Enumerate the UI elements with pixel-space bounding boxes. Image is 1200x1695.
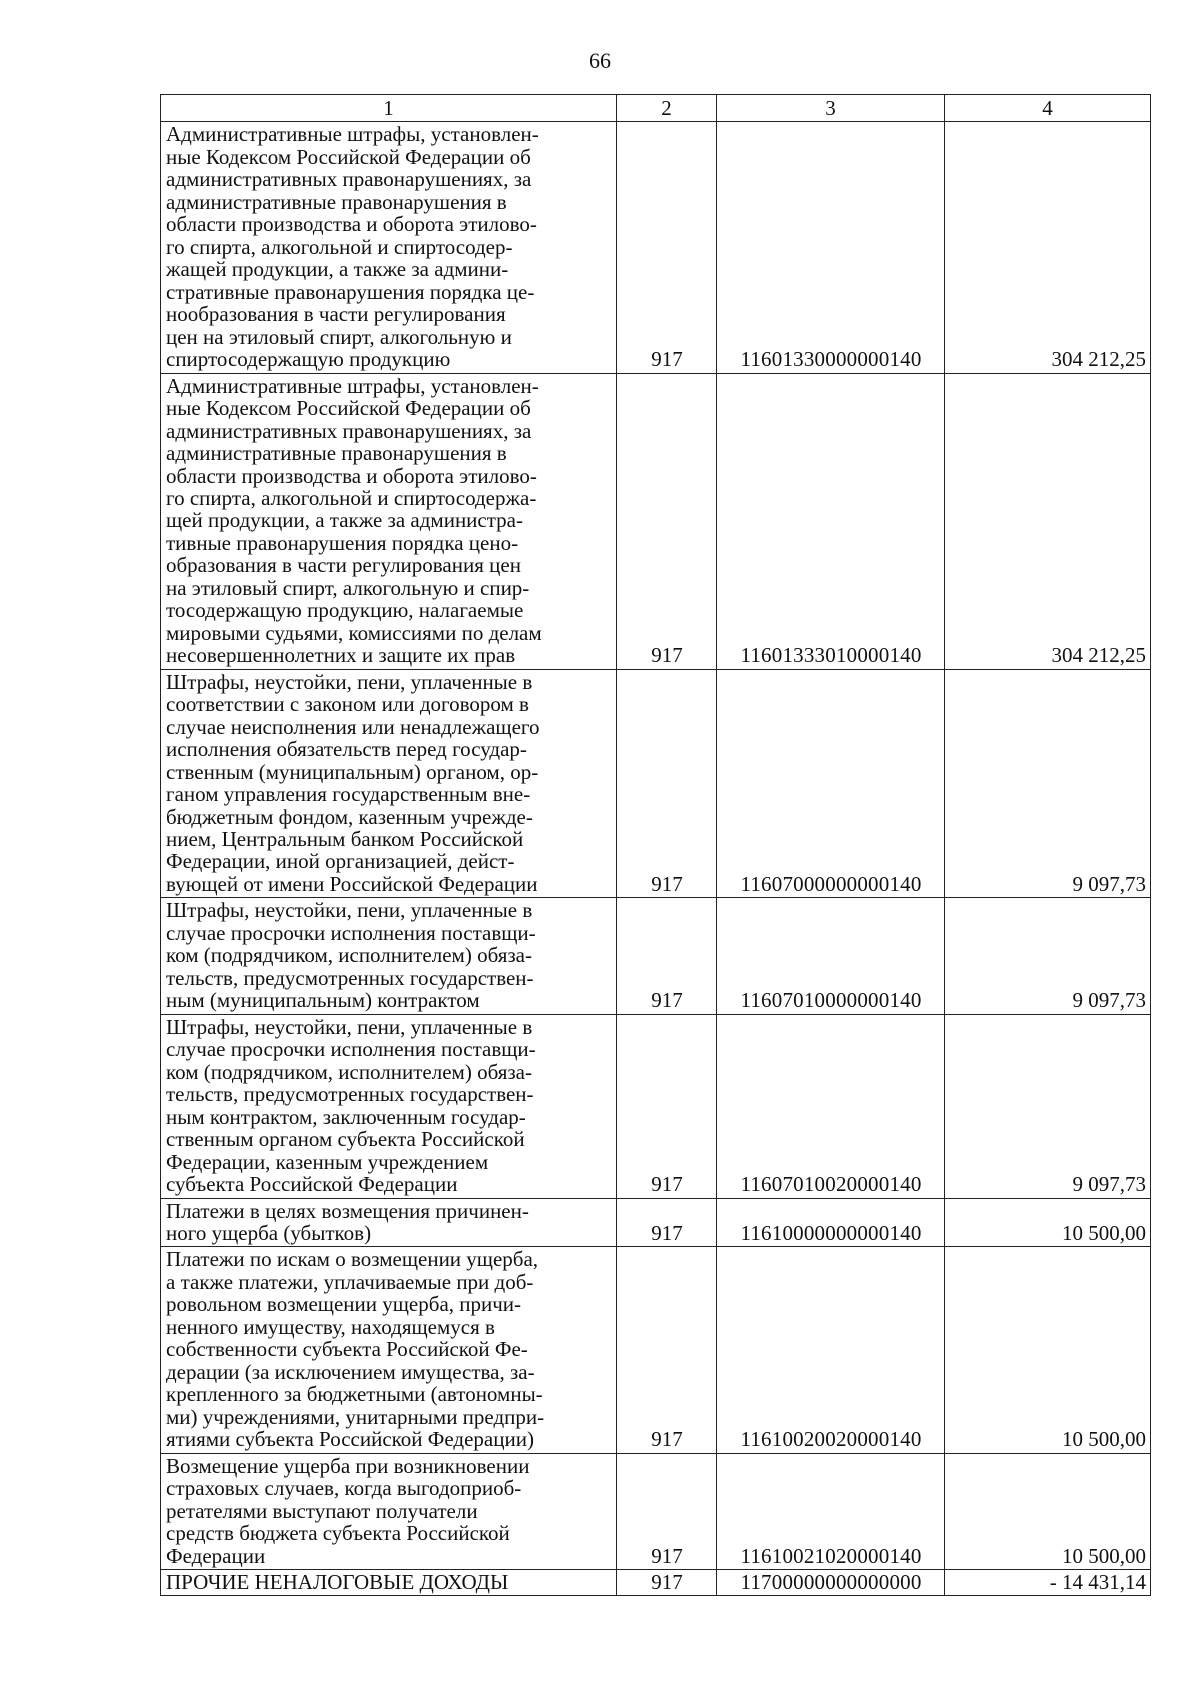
revenue-classification-code: 11610020020000140 xyxy=(717,1247,945,1453)
table-row xyxy=(161,1570,1151,1596)
revenue-item-name-line: ным (муниципальным) контрактом xyxy=(166,988,480,1013)
revenue-item-name-line: цен на этиловый спирт, алкогольную и xyxy=(166,324,512,349)
revenue-item-name-line: ровольном возмещении ущерба, причи- xyxy=(166,1292,522,1317)
revenue-item-name-line: ные Кодексом Российской Федерации об xyxy=(166,144,531,169)
revenue-item-name-line: административных правонарушениях, за xyxy=(166,418,532,443)
revenue-item-name-line: Федерации, иной организацией, дейст- xyxy=(166,849,515,874)
revenue-item-name-line: Штрафы, неустойки, пени, уплаченные в xyxy=(166,898,533,923)
administrator-code: 917 xyxy=(617,373,717,669)
revenue-classification-code: 11607000000000140 xyxy=(717,669,945,898)
table-row xyxy=(161,1453,1151,1569)
table-row xyxy=(161,373,1151,669)
amount-value: 10 500,00 xyxy=(945,1453,1151,1569)
revenue-item-name-line: средств бюджета субъекта Российской xyxy=(166,1521,510,1546)
table-row xyxy=(161,669,1151,898)
revenue-item-name-line: случае неисполнения или ненадлежащего xyxy=(166,714,540,739)
revenue-item-name-line: спиртосодержащую продукцию xyxy=(166,347,451,372)
revenue-item-name-line: дерации (за исключением имущества, за- xyxy=(166,1359,535,1384)
column-header-3: 3 xyxy=(717,95,945,122)
revenue-item-name-line: ретателями выступают получатели xyxy=(166,1498,478,1523)
revenue-item-name-line: ганом управления государственным вне- xyxy=(166,782,531,807)
revenue-classification-code: 11610000000000140 xyxy=(717,1198,945,1247)
administrator-code: 917 xyxy=(617,1453,717,1569)
revenue-item-name-line: мировыми судьями, комиссиями по делам xyxy=(166,620,542,645)
revenue-item-name-line: области производства и оборота этилово- xyxy=(166,463,537,488)
revenue-item-name-line: нообразования в части регулирования xyxy=(166,302,506,327)
revenue-item-name-line: на этиловый спирт, алкогольную и спир- xyxy=(166,575,530,600)
revenue-item-name-line: ПРОЧИЕ НЕНАЛОГОВЫЕ ДОХОДЫ xyxy=(166,1570,509,1594)
revenue-item-name-line: области производства и оборота этилово- xyxy=(166,212,537,237)
revenue-item-name-line: ственным (муниципальным) органом, ор- xyxy=(166,759,539,784)
administrator-code: 917 xyxy=(617,1247,717,1453)
administrator-code: 917 xyxy=(617,1014,717,1198)
table-row xyxy=(161,898,1151,1014)
revenue-item-name-line: жащей продукции, а также за админи- xyxy=(166,257,509,282)
revenue-item-name-line: Возмещение ущерба при возникновении xyxy=(166,1453,530,1478)
revenue-item-name xyxy=(161,898,617,1014)
amount-value: 304 212,25 xyxy=(945,373,1151,669)
revenue-item-name xyxy=(161,1570,617,1596)
revenue-item-name-line: Федерации, казенным учреждением xyxy=(166,1149,489,1174)
revenue-item-name-line: ком (подрядчиком, исполнителем) обяза- xyxy=(166,943,532,968)
column-number-header-row xyxy=(161,95,1151,122)
administrator-code: 917 xyxy=(617,1570,717,1596)
revenue-item-name-line: административные правонарушения в xyxy=(166,441,507,466)
amount-value: 10 500,00 xyxy=(945,1247,1151,1453)
table-row xyxy=(161,122,1151,373)
column-header-2: 2 xyxy=(617,95,717,122)
table-row xyxy=(161,1014,1151,1198)
revenue-item-name-line: го спирта, алкогольной и спиртосодер- xyxy=(166,234,513,259)
revenue-item-name-line: стративные правонарушения порядка це- xyxy=(166,279,535,304)
revenue-item-name-line: щей продукции, а также за администра- xyxy=(166,508,523,533)
page-number: 66 xyxy=(589,48,611,73)
amount-value: 9 097,73 xyxy=(945,898,1151,1014)
revenue-item-name-line: страховых случаев, когда выгодоприоб- xyxy=(166,1476,522,1501)
revenue-item-name-line: Административные штрафы, установлен- xyxy=(166,122,539,147)
column-header-1: 1 xyxy=(161,95,617,122)
revenue-item-name-line: субъекта Российской Федерации xyxy=(166,1172,458,1197)
revenue-item-name-line: Административные штрафы, установлен- xyxy=(166,373,539,398)
revenue-item-name-line: вующей от имени Российской Федерации xyxy=(166,871,538,896)
revenue-item-name-line: административные правонарушения в xyxy=(166,189,507,214)
revenue-item-name-line: Штрафы, неустойки, пени, уплаченные в xyxy=(166,669,533,694)
amount-value: 9 097,73 xyxy=(945,669,1151,898)
revenue-item-name-line: исполнения обязательств перед государ- xyxy=(166,737,527,762)
revenue-item-name-line: тельств, предусмотренных государствен- xyxy=(166,1082,534,1107)
administrator-code: 917 xyxy=(617,898,717,1014)
table-row xyxy=(161,1247,1151,1453)
revenue-classification-code: 11610021020000140 xyxy=(717,1453,945,1569)
revenue-item-name-line: го спирта, алкогольной и спиртосодержа- xyxy=(166,485,537,510)
amount-value: 10 500,00 xyxy=(945,1198,1151,1247)
revenue-item-name-line: случае просрочки исполнения поставщи- xyxy=(166,920,536,945)
revenue-classification-code: 11607010000000140 xyxy=(717,898,945,1014)
revenue-item-name-line: административных правонарушениях, за xyxy=(166,167,532,192)
revenue-item-name xyxy=(161,122,617,373)
revenue-item-name-line: ным контрактом, заключенным государ- xyxy=(166,1104,526,1129)
revenue-item-name-line: бюджетным фондом, казенным учрежде- xyxy=(166,804,533,829)
revenue-item-name xyxy=(161,1247,617,1453)
revenue-item-name-line: ми) учреждениями, унитарными предпри- xyxy=(166,1404,545,1429)
amount-value: 9 097,73 xyxy=(945,1014,1151,1198)
administrator-code: 917 xyxy=(617,122,717,373)
table-row xyxy=(161,1198,1151,1247)
revenue-item-name xyxy=(161,669,617,898)
revenue-item-name-line: ного ущерба (убытков) xyxy=(166,1220,372,1245)
revenue-item-name xyxy=(161,1453,617,1569)
revenue-item-name-line: Штрафы, неустойки, пени, уплаченные в xyxy=(166,1014,533,1039)
revenue-item-name-line: крепленного за бюджетными (автономны- xyxy=(166,1382,543,1407)
revenue-item-name xyxy=(161,1198,617,1247)
revenue-item-name-line: нием, Центральным банком Российской xyxy=(166,827,524,851)
revenue-item-name-line: тосодержащую продукцию, налагаемые xyxy=(166,598,524,623)
revenue-item-name-line: тивные правонарушения порядка цено- xyxy=(166,530,519,555)
amount-value: - 14 431,14 xyxy=(945,1570,1151,1596)
administrator-code: 917 xyxy=(617,1198,717,1247)
revenue-item-name xyxy=(161,373,617,669)
revenue-classification-code: 11700000000000000 xyxy=(717,1570,945,1596)
revenue-item-name-line: тельств, предусмотренных государствен- xyxy=(166,965,534,990)
revenue-classification-code: 11607010020000140 xyxy=(717,1014,945,1198)
revenue-classification-code: 11601333010000140 xyxy=(717,373,945,669)
revenue-item-name xyxy=(161,1014,617,1198)
revenue-item-name-line: Платежи в целях возмещения причинен- xyxy=(166,1198,529,1223)
revenue-classification-code: 11601330000000140 xyxy=(717,122,945,373)
revenue-item-name-line: ненного имуществу, находящемуся в xyxy=(166,1314,495,1339)
amount-value: 304 212,25 xyxy=(945,122,1151,373)
revenue-item-name-line: случае просрочки исполнения поставщи- xyxy=(166,1037,536,1062)
revenue-item-name-line: собственности субъекта Российской Фе- xyxy=(166,1337,528,1362)
revenue-item-name-line: Федерации xyxy=(166,1543,266,1568)
table-body xyxy=(161,122,1151,1596)
administrator-code: 917 xyxy=(617,669,717,898)
column-header-4: 4 xyxy=(945,95,1151,122)
revenue-item-name-line: ятиями субъекта Российской Федерации) xyxy=(166,1427,534,1452)
budget-revenue-table xyxy=(160,94,1151,1596)
revenue-item-name-line: а также платежи, уплачиваемые при доб- xyxy=(166,1269,534,1294)
revenue-item-name-line: образования в части регулирования цен xyxy=(166,553,521,578)
revenue-item-name-line: несовершеннолетних и защите их прав xyxy=(166,643,516,668)
revenue-item-name-line: Платежи по искам о возмещении ущерба, xyxy=(166,1247,539,1272)
revenue-item-name-line: ные Кодексом Российской Федерации об xyxy=(166,396,531,421)
revenue-item-name-line: ком (подрядчиком, исполнителем) обяза- xyxy=(166,1059,532,1084)
revenue-item-name-line: ственным органом субъекта Российской xyxy=(166,1127,525,1152)
revenue-item-name-line: соответствии с законом или договором в xyxy=(166,692,529,717)
